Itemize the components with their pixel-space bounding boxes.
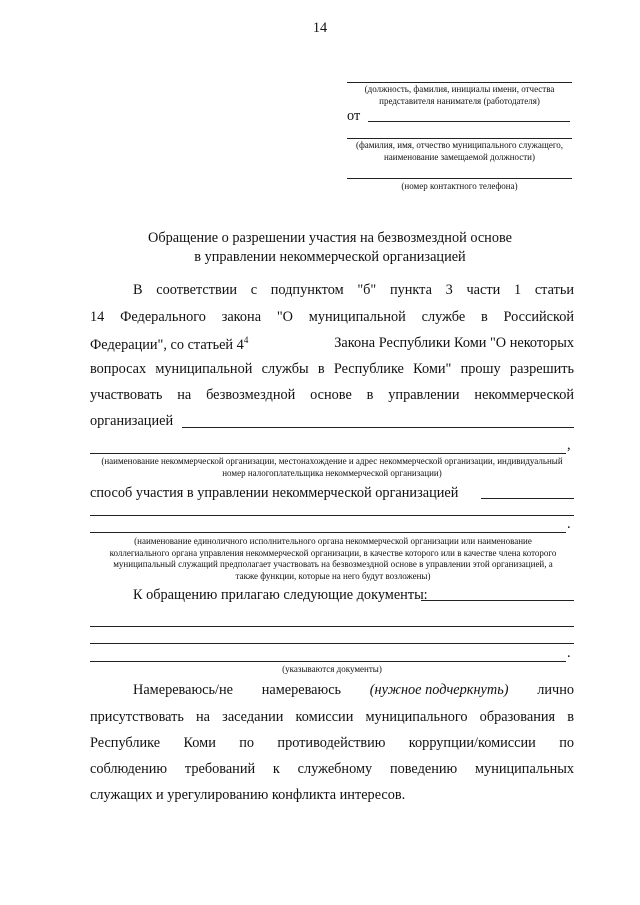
caption-org: (наименование некоммерческой организации, местонахождение и адрес некоммерческой организации, индивидуальный номер налогоплательщика некоммерческой организации) (101, 456, 563, 478)
attach-line-3 (90, 643, 574, 644)
caption-docs: (указываются документы) (282, 664, 382, 674)
period-method: . (567, 516, 571, 532)
superscript: 4 (243, 335, 249, 345)
para2-word-4: лично (537, 682, 574, 698)
para2-line-4: соблюдению требований к служебному поведению муниципальных (90, 761, 574, 777)
para2-word-1: Намереваюсь/не (133, 682, 233, 698)
attach-line-2 (90, 626, 574, 627)
comma: , (567, 437, 571, 453)
para1-line-4: вопросах муниципальной службы в Республике Коми" прошу разрешить (90, 361, 574, 377)
para2-note: (нужное подчеркнуть) (369, 682, 509, 698)
para2-line-2: присутствовать на заседании комиссии муниципального образования в (90, 709, 574, 725)
caption-employee: (фамилия, имя, отчество муниципального служащего, наименование замещаемой должности) (355, 140, 564, 162)
employer-line (347, 82, 572, 83)
org-line-1 (182, 427, 574, 428)
employee-line (347, 138, 572, 139)
method-line-2 (90, 515, 574, 516)
caption-phone: (номер контактного телефона) (401, 181, 518, 191)
para2-line-5: служащих и урегулированию конфликта интересов. (90, 787, 406, 803)
para1-line-6: организацией (90, 413, 174, 429)
from-label: от (347, 108, 361, 124)
attach-line-1 (421, 600, 574, 601)
method-label: способ участия в управлении некоммерческой организацией (90, 485, 459, 501)
para2-line-1 (133, 682, 574, 699)
para2-line-3: Республике Коми по противодействию коррупции/комиссии по (90, 735, 574, 751)
attach-label: К обращению прилагаю следующие документы: (133, 587, 428, 603)
title-line-1: Обращение о разрешении участия на безвозмездной основе (148, 230, 512, 246)
from-line (368, 121, 570, 122)
method-line-3 (90, 532, 566, 533)
para1-line-3 (90, 335, 574, 354)
page-number: 14 (312, 20, 328, 36)
method-line-1 (481, 498, 574, 499)
para1-line-5: участвовать на безвозмездной основе в управлении некоммерческой (90, 387, 574, 403)
para1-line-3-start: Федерации", со статьей $4^4$ (90, 335, 249, 353)
para2-word-2: намереваюсь (261, 682, 342, 698)
caption-body: (наименование единоличного исполнительного органа некоммерческой организации или наименование коллегиального органа управления некоммерческой организации, в качестве которого или в качестве члена которого муниципальный служащий предполагает участвовать на безвозмездной основе в управлении этой организацией, а также функции, которые на него будут возложены) (109, 536, 557, 581)
para1-line-2: 14 Федерального закона "О муниципальной службе в Российской (90, 309, 574, 325)
para1-line-3-end: Закона Республики Коми "О некоторых (334, 335, 574, 351)
para1-line-1: В соответствии с подпунктом "б" пункта 3 части 1 статьи (133, 282, 574, 298)
org-line-2 (90, 453, 566, 454)
attach-line-4 (90, 661, 566, 662)
caption-employer: (должность, фамилия, инициалы имени, отчества представителя нанимателя (работодателя) (364, 84, 555, 106)
phone-line (347, 178, 572, 179)
title-line-2: в управлении некоммерческой организацией (194, 249, 466, 265)
period-docs: . (567, 645, 571, 661)
